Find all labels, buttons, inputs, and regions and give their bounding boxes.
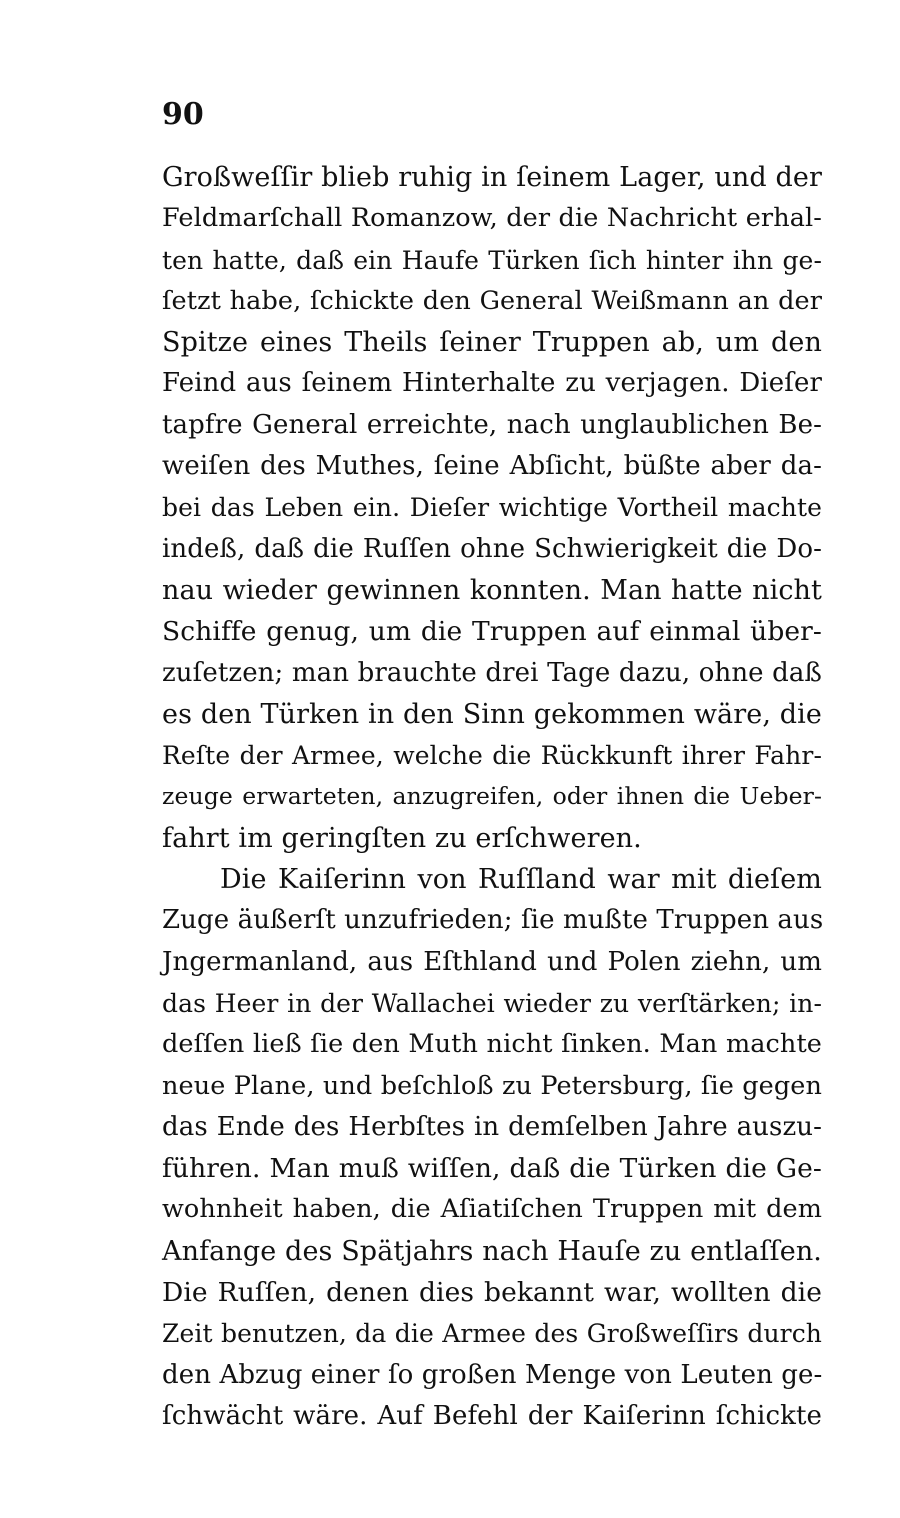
text-line: Feldmarſchall Romanzow, der die Nachricht erhal-: [162, 203, 822, 234]
text-line: führen. Man muß wiſſen, daß die Türken die Ge-: [162, 1153, 822, 1185]
text-line: Jngermanland, aus Eſthland und Polen ziehn, um: [162, 946, 822, 977]
text-line: Die Kaiſerinn von Ruſſland war mit dieſem: [220, 864, 822, 896]
text-line: weiſen des Muthes, ſeine Abſicht, büßte aber da-: [162, 451, 822, 482]
text-line: Zeit benutzen, da die Armee des Großweſſirs durch: [162, 1319, 822, 1349]
text-line: Zuge äußerſt unzufrieden; ſie mußte Truppen aus: [162, 905, 824, 936]
body-text: [162, 157, 822, 1437]
text-line: fahrt im geringſten zu erſchweren.: [162, 822, 642, 854]
text-line: das Heer in der Wallachei wieder zu verſtärken; in-: [162, 988, 822, 1018]
text-line: ſetzt habe, ſchickte den General Weißmann an der: [162, 285, 822, 316]
text-line: das Ende des Herbſtes in demſelben Jahre auszu-: [162, 1111, 822, 1142]
text-line: Feind aus ſeinem Hinterhalte zu verjagen. Dieſer: [162, 368, 822, 399]
text-line: wohnheit haben, die Aſiatiſchen Truppen mit dem: [162, 1194, 822, 1225]
text-line: tapfre General erreichte, nach unglaublichen Be-: [162, 409, 822, 440]
text-line: bei das Leben ein. Dieſer wichtige Vortheil machte: [162, 493, 822, 523]
text-line: ſchwächt wäre. Auf Befehl der Kaiſerinn ſchickte: [162, 1400, 822, 1431]
text-line: neue Plane, und beſchloß zu Petersburg, ſie gegen: [162, 1070, 822, 1101]
text-line: zuſetzen; man brauchte drei Tage dazu, ohne daß: [162, 657, 822, 688]
text-line: Schiffe genug, um die Truppen auf einmal über-: [162, 616, 822, 648]
page-number: 90: [162, 97, 204, 132]
text-line: Großweſſir blieb ruhig in ſeinem Lager, und der: [162, 162, 822, 193]
text-line: Spitze eines Theils ſeiner Truppen ab, um den: [162, 327, 822, 359]
text-line: Die Ruſſen, denen dies bekannt war, wollten die: [162, 1277, 822, 1309]
text-line: Reſte der Armee, welche die Rückkunft ihrer Fahr-: [162, 741, 822, 771]
text-line: indeß, daß die Ruſſen ohne Schwierigkeit die Do-: [162, 533, 822, 564]
text-line: nau wieder gewinnen konnten. Man hatte nicht: [162, 574, 822, 606]
text-line: den Abzug einer ſo großen Menge von Leuten ge-: [162, 1359, 823, 1390]
text-line: ten hatte, daß ein Haufe Türken ſich hinter ihn ge-: [162, 245, 822, 275]
text-line: zeuge erwarteten, anzugreifen, oder ihnen die Ueber-: [162, 782, 822, 811]
text-line: es den Türken in den Sinn gekommen wäre, die: [162, 698, 822, 730]
text-line: Anfange des Spätjahrs nach Hauſe zu entlaſſen.: [162, 1235, 822, 1267]
text-line: deſſen ließ ſie den Muth nicht ſinken. Man machte: [162, 1029, 822, 1060]
